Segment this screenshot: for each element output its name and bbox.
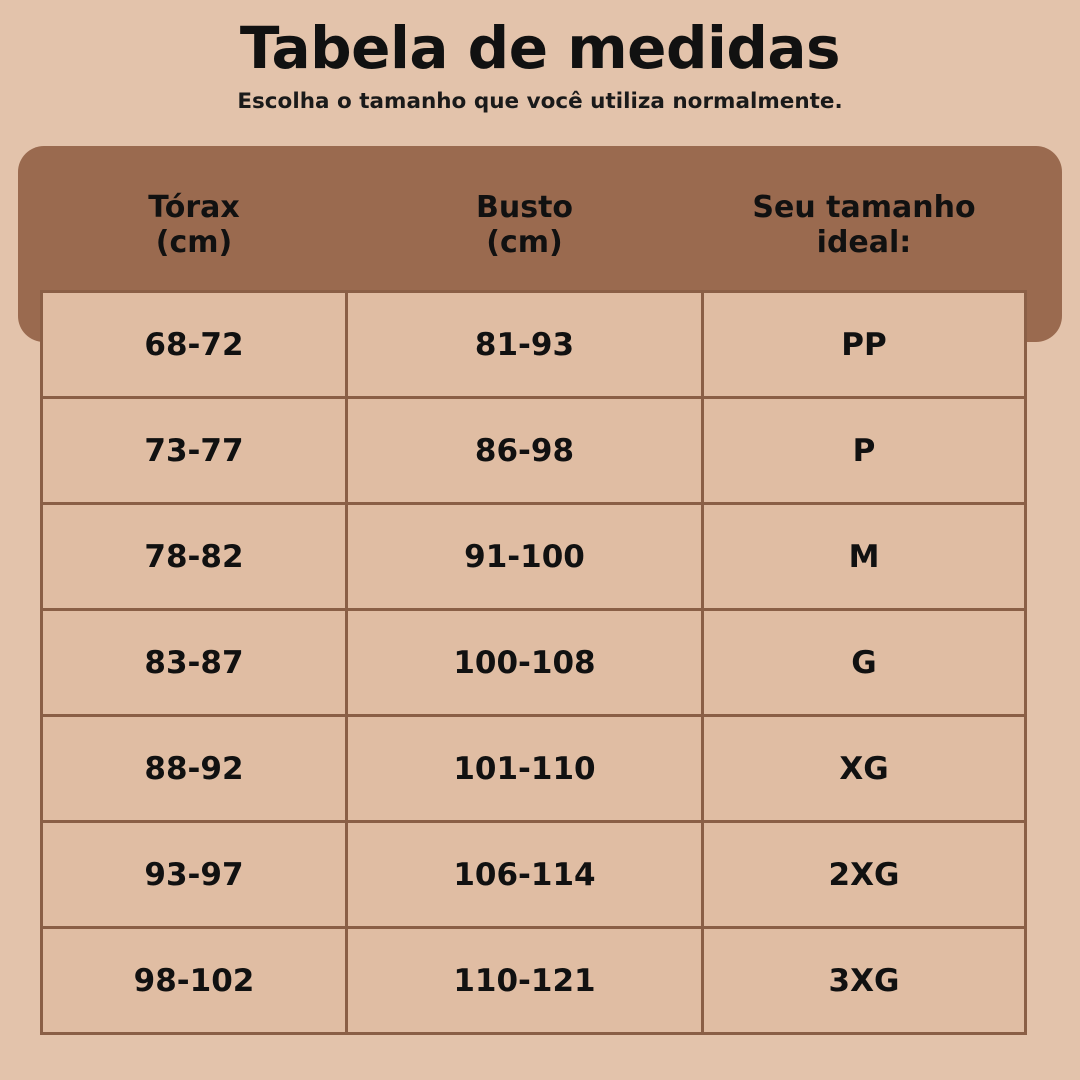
cell-tamanho: XG <box>703 716 1026 822</box>
cell-tamanho: P <box>703 398 1026 504</box>
column-header-tamanho-label: Seu tamanho <box>752 189 976 225</box>
cell-torax: 73-77 <box>42 398 347 504</box>
table-row <box>42 504 1026 610</box>
cell-busto: 86-98 <box>347 398 703 504</box>
table-row <box>42 928 1026 1034</box>
column-header-busto-label: Busto <box>475 189 574 225</box>
cell-torax: 78-82 <box>42 504 347 610</box>
cell-torax: 88-92 <box>42 716 347 822</box>
table-row <box>42 398 1026 504</box>
cell-torax: 93-97 <box>42 822 347 928</box>
cell-torax: 68-72 <box>42 292 347 398</box>
size-table <box>40 160 1027 1035</box>
page-title: Tabela de medidas <box>239 14 841 82</box>
cell-busto: 91-100 <box>347 504 703 610</box>
cell-tamanho: M <box>703 504 1026 610</box>
cell-busto: 100-108 <box>347 610 703 716</box>
cell-busto: 106-114 <box>347 822 703 928</box>
column-header-torax-unit: (cm) <box>155 225 233 260</box>
table-row <box>42 292 1026 398</box>
column-header-tamanho-unit: ideal: <box>816 225 912 260</box>
cell-busto: 110-121 <box>347 928 703 1034</box>
cell-torax: 98-102 <box>42 928 347 1034</box>
page-header <box>0 0 1080 114</box>
cell-tamanho: 2XG <box>703 822 1026 928</box>
cell-torax: 83-87 <box>42 610 347 716</box>
column-header-busto-unit: (cm) <box>486 225 563 260</box>
table-head <box>42 160 1026 292</box>
cell-busto: 81-93 <box>347 292 703 398</box>
column-header-busto <box>347 160 703 292</box>
column-header-tamanho <box>703 160 1026 292</box>
table-row <box>42 610 1026 716</box>
table-header-row <box>42 160 1026 292</box>
table-row <box>42 716 1026 822</box>
column-header-torax-label: Tórax <box>148 189 240 225</box>
table-row <box>42 822 1026 928</box>
size-table-wrapper <box>40 160 1024 1035</box>
table-body <box>42 292 1026 1034</box>
cell-tamanho: PP <box>703 292 1026 398</box>
column-header-torax <box>42 160 347 292</box>
cell-busto: 101-110 <box>347 716 703 822</box>
cell-tamanho: G <box>703 610 1026 716</box>
page-subtitle: Escolha o tamanho que você utiliza normalmente. <box>237 88 843 114</box>
cell-tamanho: 3XG <box>703 928 1026 1034</box>
